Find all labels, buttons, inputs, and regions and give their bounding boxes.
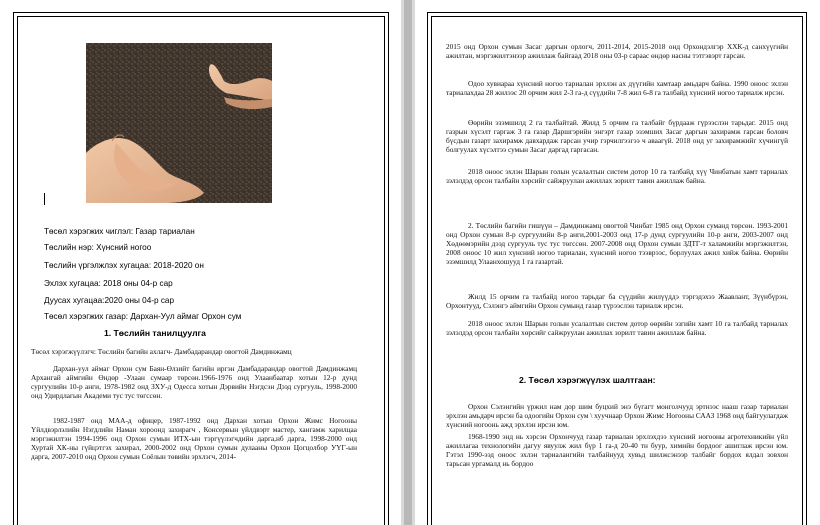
p2-paragraph-5: 2. Төслийн багийн гишүүн – Дамдинжамц овогтой Чинбат 1985 онд Орхон суманд төрсөн. 1993-2001 онд Орхон сумын 8-р сургуулийн 8-р анги,2001-2003 онд 17-р дунд сургуулийн 10-р анги, 2003-2007 онд Хөдөөмэрийн дээд сургууль тус тус төгссөн. 2007-2008 онд Орхон сумын ЗДТГ-т халамжийн мэргэжилтэн, 2008 онооc 10 жил хүнсний ногоо тариалан, хүнсний ногоо тээврээс, борлуулах ажил хийж байна. Өөрийн эзэмшилд Улаанхошууд 1 га газартай. [446,221,788,266]
field-end: Дуусах хугацаа:2020 оны 04-р сар [44,296,175,305]
page-gap-scrollbar[interactable] [401,0,415,525]
document-page-1 [0,0,401,525]
p2-paragraph-9: 1968-1990 энд нь хэрсэн Орхончууд газар тариалан эрхлэхдээ хүнсний ногооны агротехникийн үйл ажиллагаа технологийн дагуу явуулж жил бүр 1 га-д 20-40 тн буур, химийн бордоог ашиглаж ирсэн юм. Гэтэл 1990-ээд оноос эхлэн тариалангийн талбайнууд хувьд шилжсэнээр талбайг бордох ялдал зовхон тарьсан ургамалд нь бордоо [446,432,788,468]
section-1-heading: 1. Төслийн танилцуулга [104,328,206,338]
bio-paragraph-1: Дархан-уул аймаг Орхон сум Баян-Өлзийт багийн иргэн Дамбадарандар овогтой Дамдинжамц Архангай аймгийн Өндөр -Улаан сумаар төрсөн.1966-1976 онд Улаанбаатар хотын 12-р дунд сургуулийн 10-р анги, 1978-1982 онд ЗХУ-д Одесса хотын Дэрвийн Нэгдсэн Дээд сургууль, 1998-2000 онд Удирдлагын Академи тус тус төгссөн. [31,364,357,400]
p2-paragraph-8: Орхон Сэлэнгийн үржил нам дор шим буцхий энэ бүгагт монголчууд эртнээс нааш газар тариалан эрхлэн амьдарч ирсэн ба одоогийн Орхон сум \ хуучнаар Орхон Жимс Ногооны СААЗ 1968 онд байгуулагдаж хүнсний ногоонь ажд эрхлэн ирсэн юм. [446,402,788,429]
intro-paragraph: Төсөл хэрэгжүүлэгч: Төслийн багийн ахлагч- Дамбадарандар овогтой Дамдинжамц [31,347,292,356]
scrollbar-thumb[interactable] [404,0,412,525]
soil-hands-photo [86,43,272,203]
p2-paragraph-6: Жилд 15 орчим га талбайд ногоо тарьдаг ба сүүдийн жилүүддэ тэргэдэхээ Жаавлант, Зүүнбүрэн, Орхонтууд, Сэлэнгэ аймгийн Орхон сумынд газар түрээслэн тариалж ирсэн. [446,292,788,310]
field-location: Төсөл хэрэгжих газар: Дархан-Уул аймаг Орхон сум [44,312,242,321]
bio-paragraph-2: 1982-1987 онд МАА-д офицер, 1987-1992 онд Дархан хотын Орхон Жимс Ногооны Үйлдвэрлэлийн Нэгдлийн Наман хороонд захирагч , Консервын үйлдвэрт мастер, хангамж харилцаа мэргэжилтэн 1994-1996 онд Орхон сумын ИТХ-ын тэргүүлэгчдийн дарга,нб дарга, 1998-2000 онд Хуртай ХК-ны гүйцэтгэх захирал, 2000-2002 онд Орхон сумын дулааны Орхон Цогцолбор УҮГ-ын дарга, 2007-2010 онд Орхон сумын Соёлын төвийн эрхлэгч, 2014- [31,416,357,461]
p2-paragraph-7: 2018 онооc эхлэн Шарын голын усалалтын систем дотор өөрийн эзгийн хамт 10 га талбайд тариалах зэлэлдэд орсон талбайн хөрсийг сайжруулан ажиллах зорилт тавин ажиллаж байна. [446,319,788,337]
field-project-name: Төслийн нэр: Хүнсний ногоо [44,243,152,252]
document-page-2 [415,0,820,525]
field-direction: Төсөл хэрэгжих чиглэл: Газар тариалан [44,227,195,236]
p2-paragraph-3: Өөрийн эзэмшилд 2 га талбайтай. Жилд 5 орчим га талбайг бүрдааж гүрээслэн тарьдаг. 2015 онд газрын хүсэлт гаргаж 3 га газар Даршгэрийн энгэрт газар эзэмших Засаг даргын захирамж гарсан боловч бүсдын газарт захирамж давхардаж гарсан учир гэрчилгээгээ ч аваагүй. 2018 онд уг захирамжийг хүчингүй болгуулах хүсэлтээ сумын Засаг даргад гаргасан. [446,118,788,154]
p2-paragraph-1: 2015 онд Орхон сумын Засаг даргын орлогч, 2011-2014, 2015-2018 онд Орхондэлгэр ХХК-д санхүүгийн ажилтан, мэргэжилтэнээр ажиллаж байгаад 2018 оны 03-р сараас өндөр насны тэтгэвэрт гарсан. [446,42,788,60]
p2-paragraph-4: 2018 онооc эхлэн Шарын голын усалалтын систем дотор 10 га талбайд хүү Чинбатын хамт тариалах зэлэлдэд орсон талбайн хэрсийг сайжруулан ажиллах зорилт тавин ажиллаж байна. [446,167,788,185]
section-2-heading: 2. Төсөл хэрэгжүүлэх шалтгаан: [519,375,656,385]
field-start: Эхлэх хугацаа: 2018 оны 04-р сар [44,279,173,288]
text-cursor [44,193,45,205]
field-duration: Төслийн үргэлжлэх хугацаа: 2018-2020 он [44,261,204,270]
p2-paragraph-2: Одоо хувиараа хүнсний ногоо тариалан эрхлэн ах дүүгийн хамтаар амьдарч байна. 1990 онооc эхлэн тариалахдаа 28 жилээс 20 орчим жил 2-3 га-д сүүдийн 7-8 жил 6-8 га талбайд хүнсний ногоо тариалж ирсэн. [446,79,788,97]
